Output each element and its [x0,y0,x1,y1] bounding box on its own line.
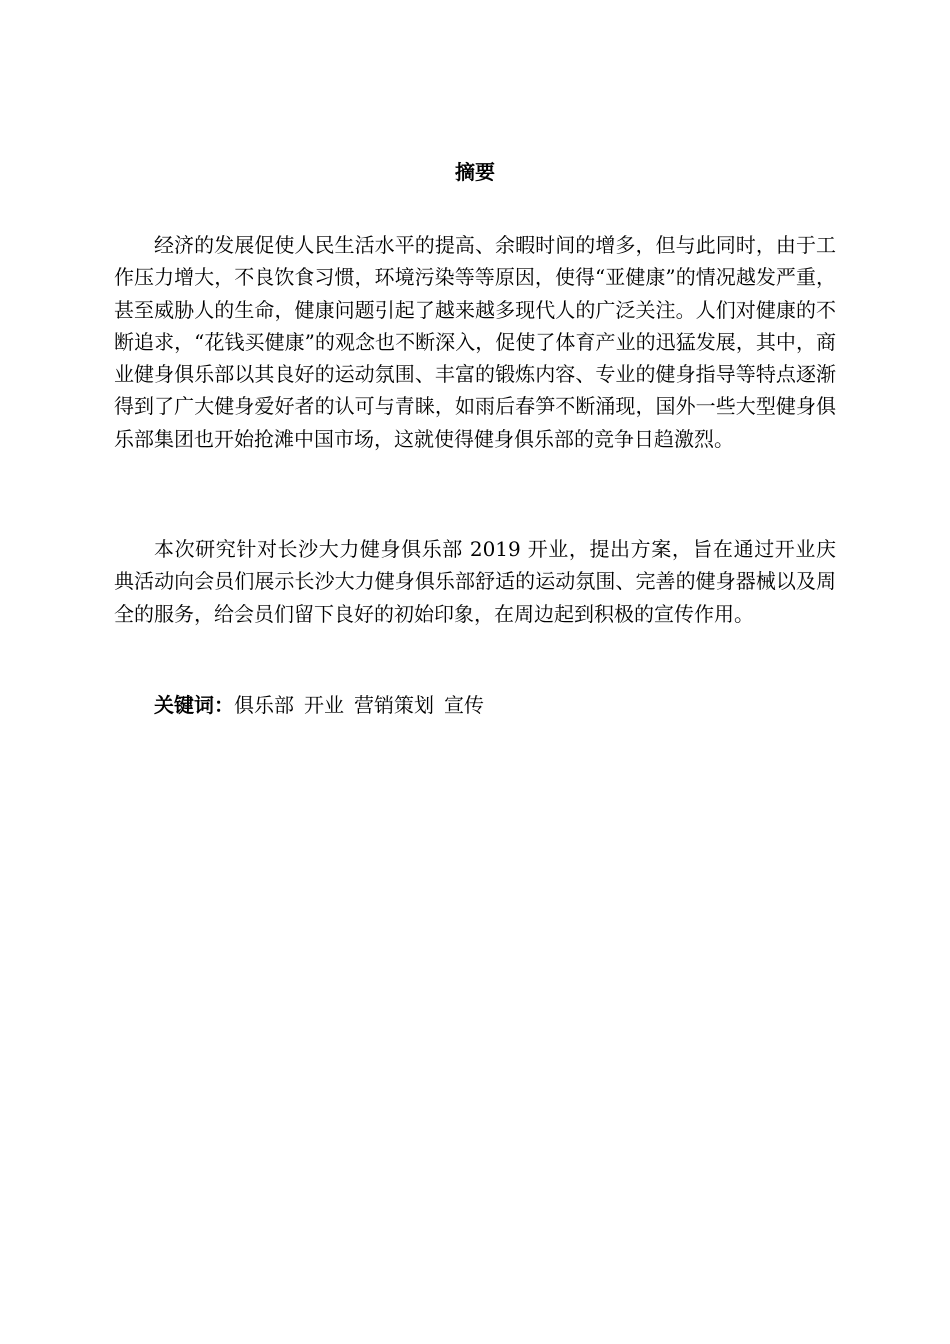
abstract-paragraph-2: 本次研究针对长沙大力健身俱乐部 2019 开业，提出方案，旨在通过开业庆典活动向会员们展示长沙大力健身俱乐部舒适的运动氛围、完善的健身器械以及周全的服务，给会员们留下良好的初始印象，在周边起到积极的宣传作用。 [114,537,836,626]
keyword-item: 宣传 [444,693,484,717]
keyword-item: 开业 [304,693,344,717]
abstract-paragraph-1: 经济的发展促使人民生活水平的提高、余暇时间的增多，但与此同时，由于工作压力增大，不良饮食习惯，环境污染等等原因，使得“亚健康”的情况越发严重，甚至威胁人的生命，健康问题引起了越来越多现代人的广泛关注。人们对健康的不断追求，“花钱买健康”的观念也不断深入，促使了体育产业的迅猛发展，其中，商业健身俱乐部以其良好的运动氛围、丰富的锻炼内容、专业的健身指导等特点逐渐得到了广大健身爱好者的认可与青睐，如雨后春笋不断涌现，国外一些大型健身俱乐部集团也开始抢滩中国市场，这就使得健身俱乐部的竞争日趋激烈。 [114,233,836,451]
keyword-item: 俱乐部 [234,693,294,717]
keyword-item: 营销策划 [354,693,434,717]
abstract-title: 摘要 [455,160,495,184]
keywords-line [154,690,484,720]
keywords-label: 关键词： [154,693,234,717]
